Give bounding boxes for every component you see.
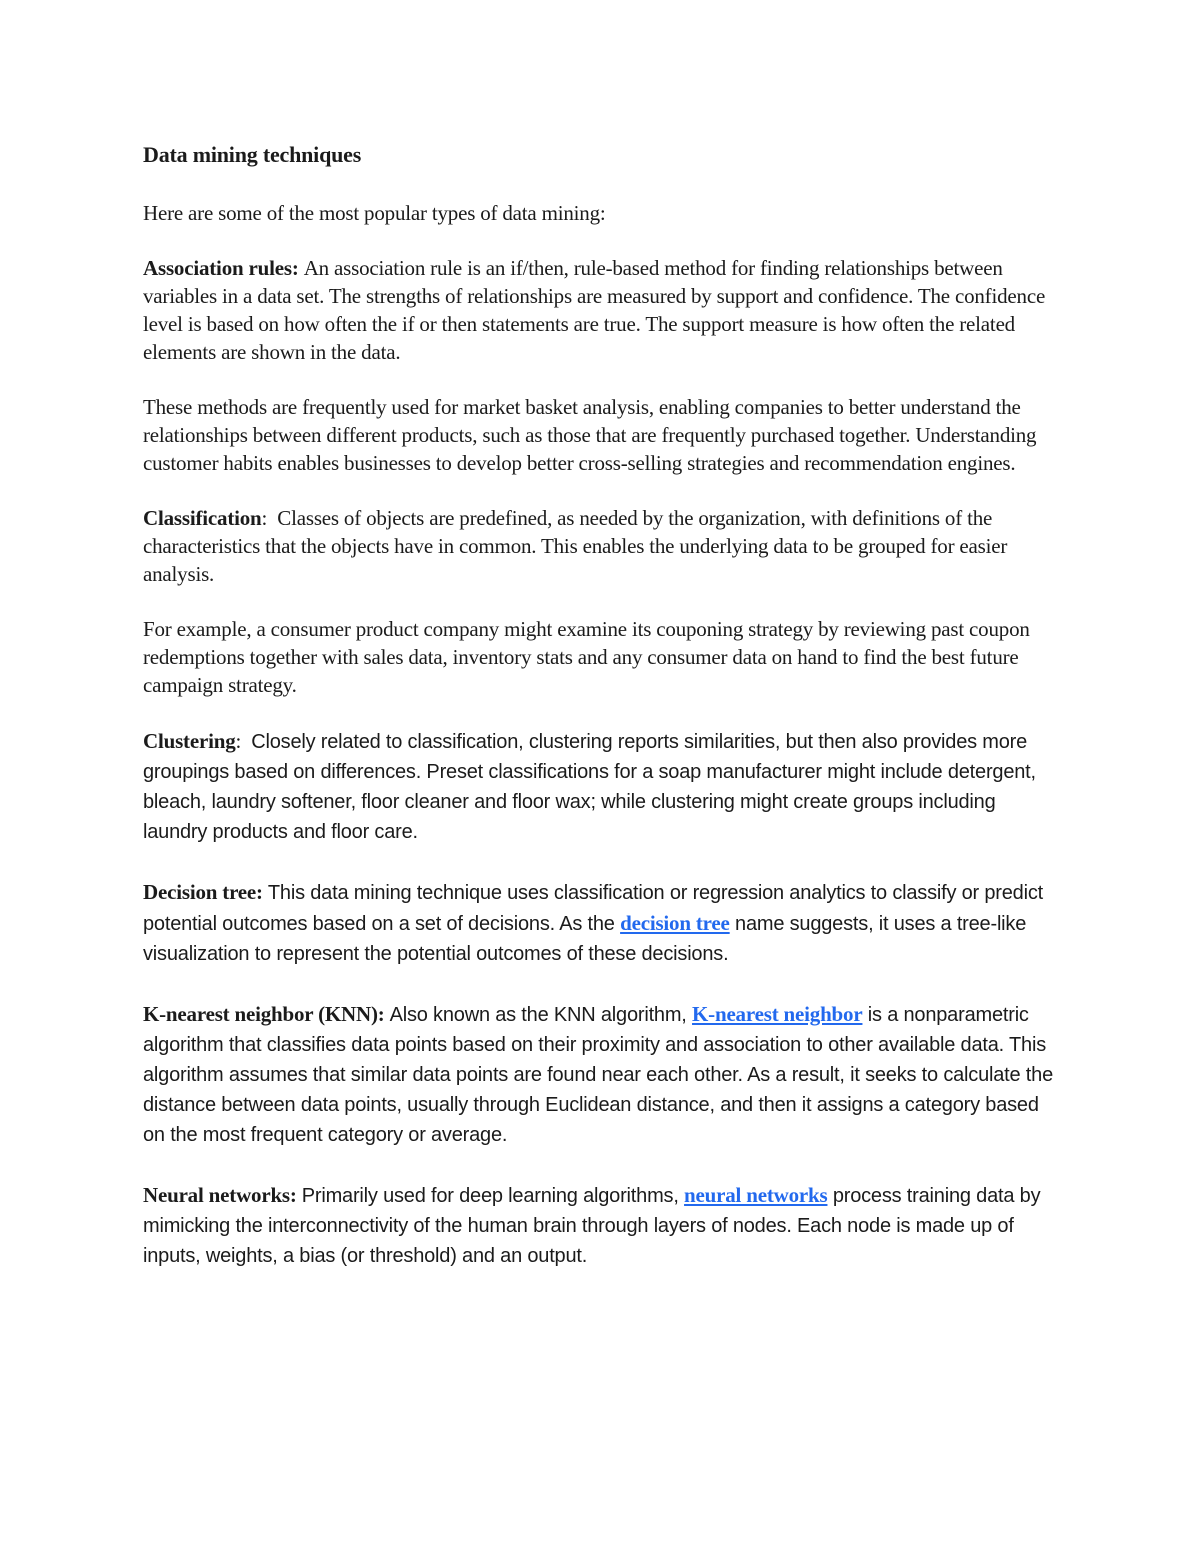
- term-label: Decision tree:: [143, 880, 268, 904]
- body-text: process training data by mimicking the interconnectivity of the human brain through layers of nodes. Each node is made up of inputs, weights, a bias (or threshold) and an output.: [143, 1185, 1041, 1267]
- body-text: :: [235, 729, 252, 753]
- body-text: Primarily used for deep learning algorithms,: [301, 1185, 685, 1207]
- term-label: K-nearest neighbor (KNN):: [143, 1002, 390, 1026]
- paragraph: [143, 254, 1058, 366]
- body-text: For example, a consumer product company might examine its couponing strategy by reviewing past coupon redemptions together with sales data, inventory stats and any consumer data on hand to find the best future campaign strategy.: [143, 617, 1030, 697]
- paragraph: [143, 615, 1058, 699]
- term-label: Classification: [143, 506, 262, 530]
- body-text: name suggests, it uses a tree-like visualization to represent the potential outcomes of these decisions.: [143, 913, 1027, 965]
- body-text: An association rule is an if/then, rule-based method for finding relationships between variables in a data set. The strengths of relationships are measured by support and confidence. The confidence level is based on how often the if or then statements are true. The support measure is how often the related elements are shown in the data.: [143, 256, 1046, 364]
- body-text: Closely related to classification, clustering reports similarities, but then also provides more groupings based on differences. Preset classifications for a soap manufacturer might include detergent, bleach, laundry softener, floor cleaner and floor wax; while clustering might create groups including laundry products and floor care.: [143, 731, 1036, 843]
- hyperlink[interactable]: K-nearest neighbor: [692, 1002, 863, 1026]
- body-text: This data mining technique uses classification or regression analytics to classify or predict potential outcomes based on a set of decisions. As the: [143, 882, 1044, 935]
- paragraph: [143, 504, 1058, 588]
- term-label: Association rules:: [143, 256, 304, 280]
- term-label: Neural networks:: [143, 1183, 302, 1207]
- body-text: is a nonparametric algorithm that classifies data points based on their proximity and association to other available data. This algorithm assumes that similar data points are found near each other. As a result, it seeks to calculate the distance between data points, usually through Euclidean distance, and then it assigns a category based on the most frequent category or average.: [143, 1004, 1054, 1146]
- paragraph: [143, 1180, 1058, 1271]
- body-text: These methods are frequently used for market basket analysis, enabling companies to better understand the relationships between different products, such as those that are frequently purchased together. Understanding customer habits enables businesses to develop better cross-selling strategies and recommendation engines.: [143, 395, 1037, 475]
- body-text: Also known as the KNN algorithm,: [389, 1004, 693, 1026]
- paragraph: [143, 877, 1058, 969]
- paragraph-container: [143, 254, 1058, 1271]
- page-title: Data mining techniques: [143, 142, 362, 167]
- paragraph: [143, 726, 1058, 847]
- hyperlink[interactable]: decision tree: [620, 911, 730, 935]
- body-text: : Classes of objects are predefined, as needed by the organization, with definitions of the characteristics that the objects have in common. This enables the underlying data to be grouped for easier analysis.: [143, 506, 1008, 586]
- hyperlink[interactable]: neural networks: [684, 1183, 828, 1207]
- term-label: Clustering: [143, 729, 236, 753]
- intro-paragraph: Here are some of the most popular types of data mining:: [143, 201, 606, 225]
- paragraph: [143, 999, 1058, 1150]
- paragraph: [143, 393, 1058, 477]
